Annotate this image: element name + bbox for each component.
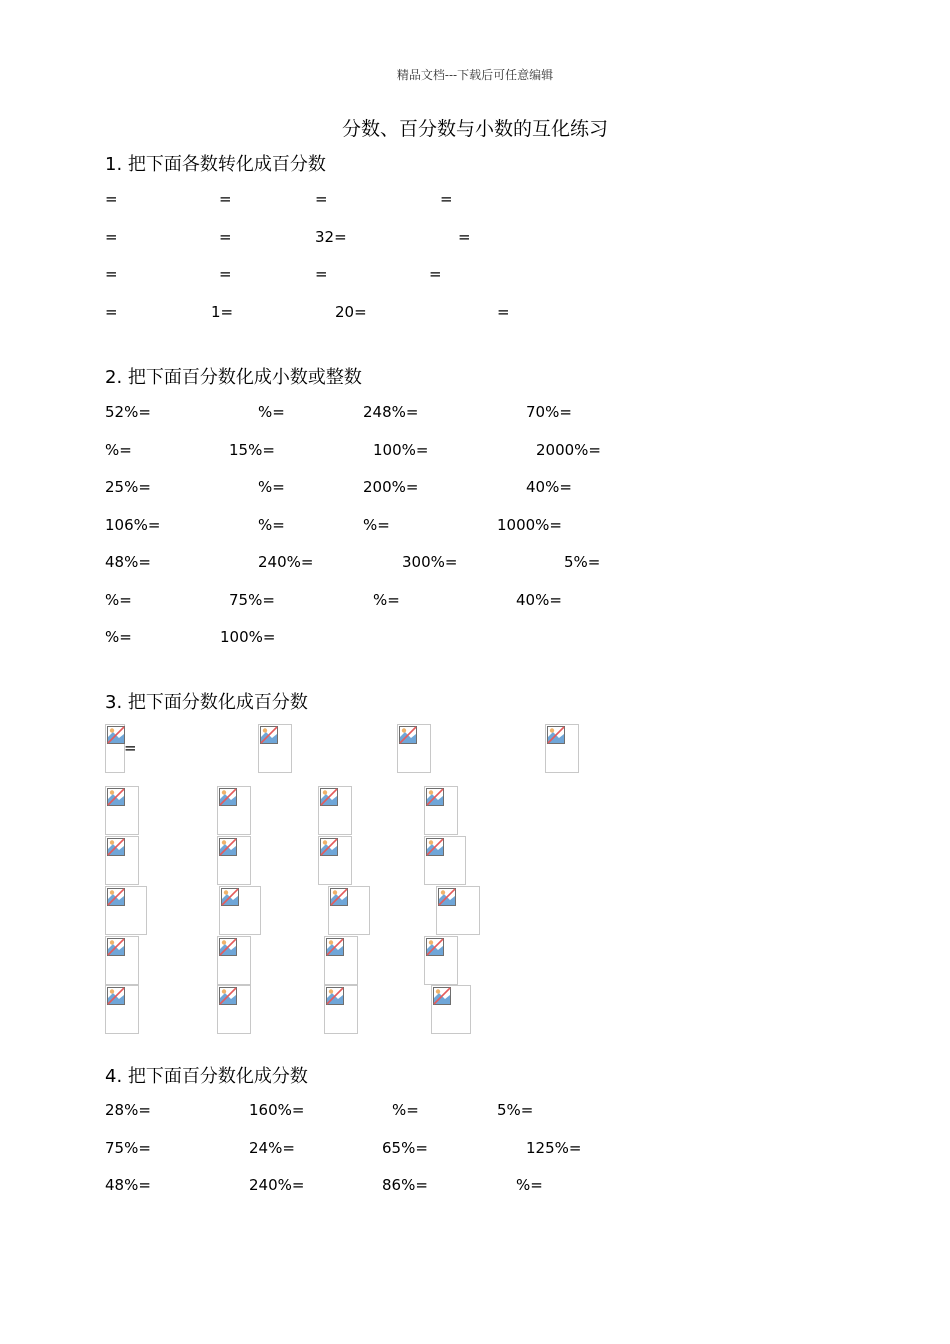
exercise-item: = — [219, 228, 232, 246]
exercise-item: = — [105, 303, 118, 321]
image-placeholder — [324, 985, 358, 1034]
exercise-item: = — [105, 228, 118, 246]
broken-image-icon — [320, 838, 338, 856]
exercise-item: %= — [105, 628, 132, 646]
broken-image-icon — [221, 888, 239, 906]
exercise-item: 1= — [211, 303, 234, 321]
image-placeholder — [105, 724, 125, 773]
exercise-item: 20= — [335, 303, 367, 321]
image-placeholder — [436, 886, 480, 935]
image-placeholder — [105, 985, 139, 1034]
exercise-item: 75%= — [229, 591, 275, 609]
broken-image-icon — [107, 938, 125, 956]
broken-image-icon — [330, 888, 348, 906]
broken-image-icon — [326, 938, 344, 956]
exercise-item: %= — [258, 403, 285, 421]
equals-sign: = — [124, 739, 137, 757]
exercise-item: %= — [373, 591, 400, 609]
image-placeholder — [217, 786, 251, 835]
exercise-item: 48%= — [105, 553, 151, 571]
exercise-item: %= — [105, 441, 132, 459]
exercise-item: %= — [516, 1176, 543, 1194]
image-placeholder — [324, 936, 358, 985]
exercise-item: = — [105, 265, 118, 283]
image-placeholder — [219, 886, 261, 935]
exercise-item: 240%= — [249, 1176, 305, 1194]
document-title: 分数、百分数与小数的互化练习 — [341, 118, 608, 140]
exercise-item: 248%= — [363, 403, 419, 421]
exercise-item: 240%= — [258, 553, 314, 571]
exercise-item: 106%= — [105, 516, 161, 534]
exercise-item: = — [315, 265, 328, 283]
section-4-title: 4. 把下面百分数化成分数 — [105, 1066, 308, 1087]
broken-image-icon — [219, 938, 237, 956]
broken-image-icon — [107, 726, 125, 744]
image-placeholder — [431, 985, 471, 1034]
image-placeholder — [258, 724, 292, 773]
exercise-item: = — [105, 190, 118, 208]
exercise-item: %= — [105, 591, 132, 609]
exercise-item: 65%= — [382, 1139, 428, 1157]
exercise-item: 5%= — [564, 553, 601, 571]
broken-image-icon — [260, 726, 278, 744]
image-placeholder — [217, 936, 251, 985]
exercise-item: 125%= — [526, 1139, 582, 1157]
broken-image-icon — [107, 838, 125, 856]
exercise-item: = — [219, 265, 232, 283]
exercise-item: 52%= — [105, 403, 151, 421]
exercise-item: = — [219, 190, 232, 208]
image-placeholder — [105, 836, 139, 885]
image-placeholder — [105, 886, 147, 935]
broken-image-icon — [107, 987, 125, 1005]
exercise-item: 70%= — [526, 403, 572, 421]
exercise-item: 32= — [315, 228, 347, 246]
exercise-item: 160%= — [249, 1101, 305, 1119]
exercise-item: 200%= — [363, 478, 419, 496]
exercise-item: %= — [363, 516, 390, 534]
exercise-item: 1000%= — [497, 516, 562, 534]
exercise-item: 48%= — [105, 1176, 151, 1194]
broken-image-icon — [547, 726, 565, 744]
image-placeholder — [424, 786, 458, 835]
exercise-item: = — [315, 190, 328, 208]
exercise-item: 100%= — [220, 628, 276, 646]
broken-image-icon — [426, 838, 444, 856]
section-1-title: 1. 把下面各数转化成百分数 — [105, 154, 326, 175]
broken-image-icon — [107, 788, 125, 806]
exercise-item: = — [440, 190, 453, 208]
image-placeholder — [424, 936, 458, 985]
image-placeholder — [328, 886, 370, 935]
exercise-item: %= — [392, 1101, 419, 1119]
exercise-item: 100%= — [373, 441, 429, 459]
exercise-item: %= — [258, 516, 285, 534]
image-placeholder — [105, 786, 139, 835]
exercise-item: %= — [258, 478, 285, 496]
broken-image-icon — [426, 788, 444, 806]
exercise-item: 40%= — [526, 478, 572, 496]
exercise-item: 2000%= — [536, 441, 601, 459]
broken-image-icon — [326, 987, 344, 1005]
exercise-item: 25%= — [105, 478, 151, 496]
exercise-item: 28%= — [105, 1101, 151, 1119]
image-placeholder — [217, 836, 251, 885]
exercise-item: 75%= — [105, 1139, 151, 1157]
image-placeholder — [424, 836, 466, 885]
exercise-item: = — [458, 228, 471, 246]
image-placeholder — [397, 724, 431, 773]
broken-image-icon — [219, 788, 237, 806]
broken-image-icon — [426, 938, 444, 956]
exercise-item: 86%= — [382, 1176, 428, 1194]
broken-image-icon — [433, 987, 451, 1005]
exercise-item: 40%= — [516, 591, 562, 609]
image-placeholder — [217, 985, 251, 1034]
image-placeholder — [105, 936, 139, 985]
page-header: 精品文档---下载后可任意编辑 — [396, 68, 554, 82]
exercise-item: = — [429, 265, 442, 283]
image-placeholder — [318, 836, 352, 885]
broken-image-icon — [320, 788, 338, 806]
broken-image-icon — [107, 888, 125, 906]
exercise-item: 300%= — [402, 553, 458, 571]
section-3-title: 3. 把下面分数化成百分数 — [105, 692, 308, 713]
broken-image-icon — [219, 987, 237, 1005]
exercise-item: = — [497, 303, 510, 321]
exercise-item: 5%= — [497, 1101, 534, 1119]
exercise-item: 15%= — [229, 441, 275, 459]
broken-image-icon — [438, 888, 456, 906]
image-placeholder — [545, 724, 579, 773]
broken-image-icon — [219, 838, 237, 856]
section-2-title: 2. 把下面百分数化成小数或整数 — [105, 367, 362, 388]
broken-image-icon — [399, 726, 417, 744]
image-placeholder — [318, 786, 352, 835]
exercise-item: 24%= — [249, 1139, 295, 1157]
